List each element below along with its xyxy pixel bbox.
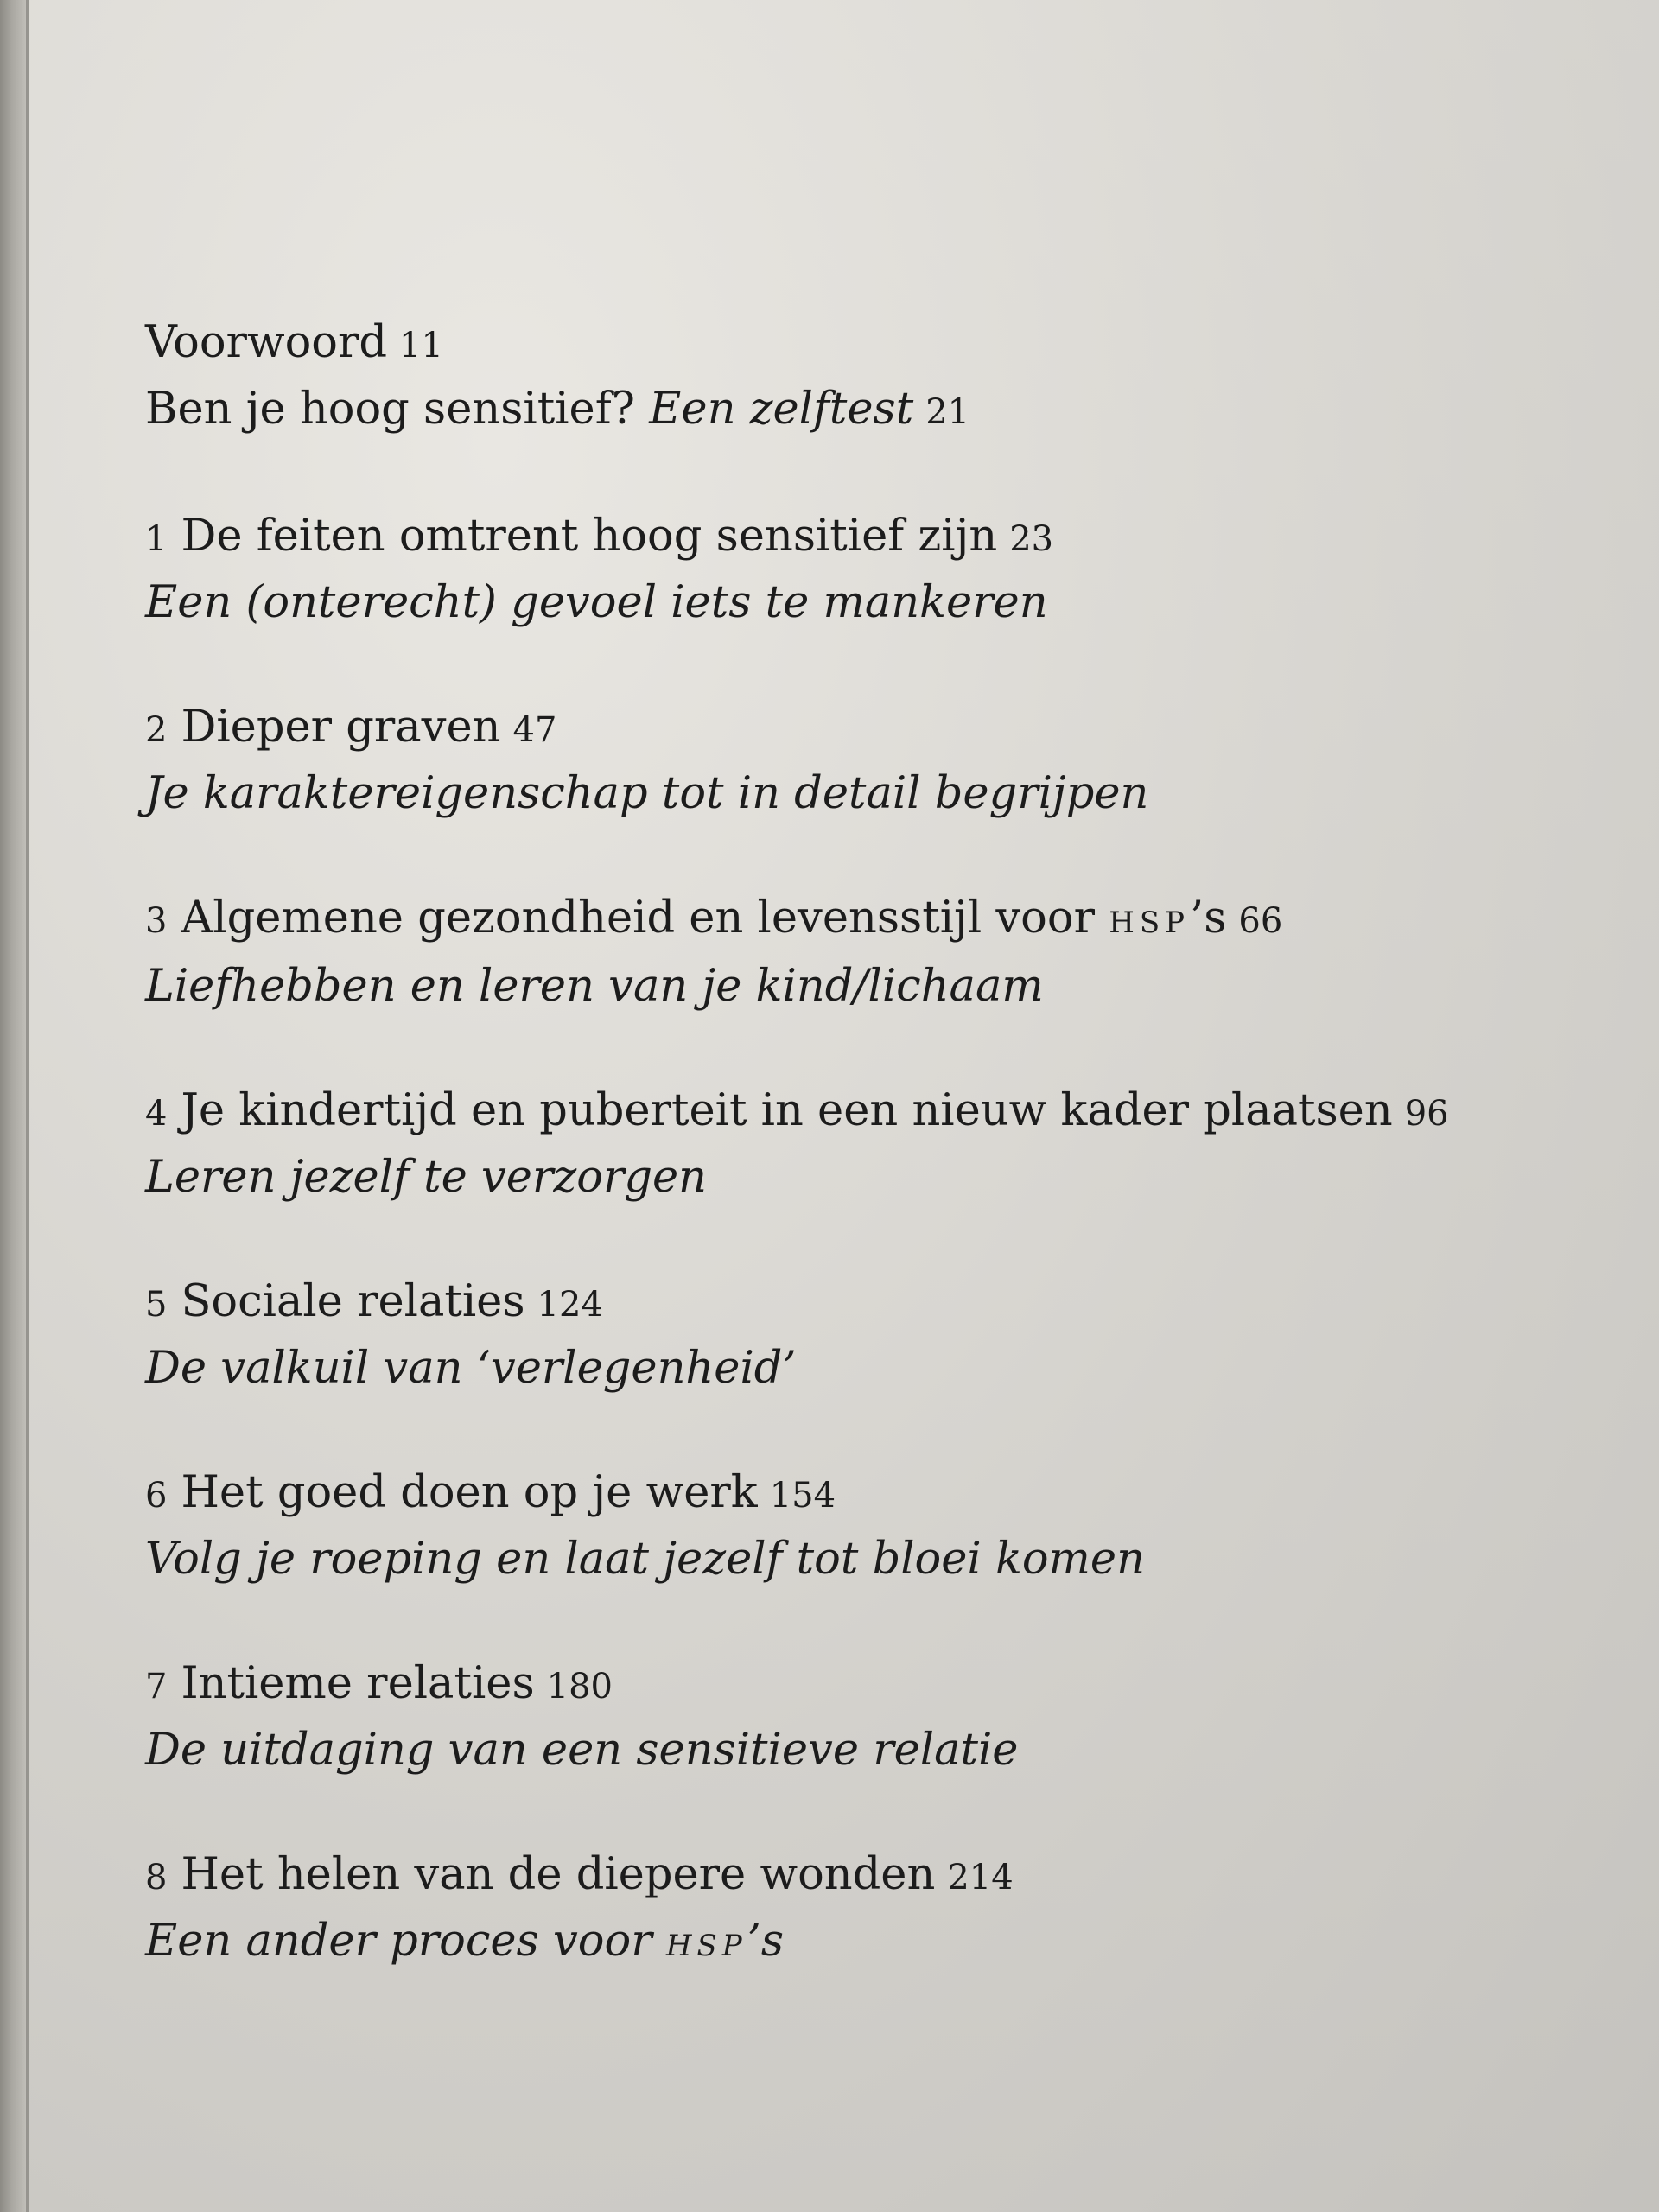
chapter-title: Het helen van de diepere wonden: [181, 1849, 936, 1900]
chapter-page: 214: [947, 1858, 1014, 1897]
chapter-heading: [145, 1461, 1545, 1528]
chapter-page: 66: [1238, 901, 1283, 941]
chapter-subtitle: [145, 1910, 1545, 1978]
chapter-title: Je kindertijd en puberteit in een nieuw kader plaatsen: [181, 1085, 1393, 1136]
chapter-heading: [145, 1079, 1545, 1146]
chapter-title: Dieper graven: [181, 702, 501, 753]
toc-entry-voorwoord: [145, 311, 1545, 378]
chapter-number: 1: [145, 519, 168, 559]
book-binding: [0, 0, 29, 2212]
chapter-subtitle: Je karaktereigenschap tot in detail begrijpen: [145, 768, 1149, 819]
toc-chapter-5: [145, 1270, 1545, 1401]
entry-page: 11: [399, 326, 443, 365]
chapter-number: 2: [145, 710, 168, 750]
chapter-subtitle-suffix: ’s: [747, 1916, 785, 1967]
chapter-title-smallcaps: HSP: [1109, 906, 1191, 940]
chapter-heading: [145, 696, 1545, 762]
chapter-title: De feiten omtrent hoog sensitief zijn: [181, 511, 998, 562]
chapter-page: 96: [1404, 1094, 1449, 1134]
chapter-subtitle-text: Een ander proces voor: [145, 1916, 652, 1967]
chapter-subtitle: Een (onterecht) gevoel iets te mankeren: [145, 577, 1048, 628]
toc-entry-zelftest: [145, 378, 1545, 444]
toc-chapter-7: [145, 1652, 1545, 1783]
chapter-heading: [145, 887, 1545, 955]
toc-chapter-2: [145, 696, 1545, 826]
chapter-subtitle: De uitdaging van een sensitieve relatie: [145, 1725, 1019, 1776]
table-of-contents: [145, 311, 1545, 1978]
chapter-title: Sociale relaties: [181, 1276, 525, 1327]
chapter-subtitle-smallcaps: HSP: [665, 1929, 747, 1963]
chapter-page: 124: [537, 1285, 603, 1325]
entry-subtitle-inline: Een zelftest: [649, 384, 914, 435]
chapter-title: Intieme relaties: [181, 1658, 535, 1709]
chapter-title: Algemene gezondheid en levensstijl voor: [181, 893, 1095, 944]
chapter-number: 5: [145, 1285, 168, 1325]
chapter-heading: [145, 1652, 1545, 1719]
chapter-page: 47: [512, 710, 557, 750]
toc-chapter-1: [145, 505, 1545, 635]
chapter-subtitle: Liefhebben en leren van je kind/lichaam: [145, 961, 1044, 1012]
chapter-title: Het goed doen op je werk: [181, 1467, 758, 1518]
chapter-subtitle: Volg je roeping en laat jezelf tot bloei komen: [145, 1534, 1145, 1585]
toc-chapter-4: [145, 1079, 1545, 1210]
chapter-number: 3: [145, 901, 168, 941]
chapter-heading: [145, 1270, 1545, 1337]
chapter-subtitle: Leren jezelf te verzorgen: [145, 1152, 708, 1203]
chapter-number: 6: [145, 1476, 168, 1516]
chapter-page: 23: [1009, 519, 1054, 559]
entry-page: 21: [925, 392, 970, 432]
toc-chapter-8: [145, 1843, 1545, 1978]
chapter-title-suffix: ’s: [1190, 893, 1227, 944]
binding-edge: [26, 0, 29, 2212]
chapter-number: 8: [145, 1858, 168, 1897]
chapter-page: 154: [769, 1476, 836, 1516]
chapter-heading: [145, 505, 1545, 571]
entry-title: Ben je hoog sensitief?: [145, 384, 635, 435]
entry-title: Voorwoord: [145, 317, 388, 368]
chapter-subtitle: De valkuil van ‘verlegenheid’: [145, 1343, 797, 1394]
chapter-number: 4: [145, 1094, 168, 1134]
toc-chapter-3: [145, 887, 1545, 1019]
chapter-page: 180: [546, 1667, 613, 1707]
chapter-number: 7: [145, 1667, 168, 1707]
chapter-heading: [145, 1843, 1545, 1910]
toc-chapter-6: [145, 1461, 1545, 1592]
